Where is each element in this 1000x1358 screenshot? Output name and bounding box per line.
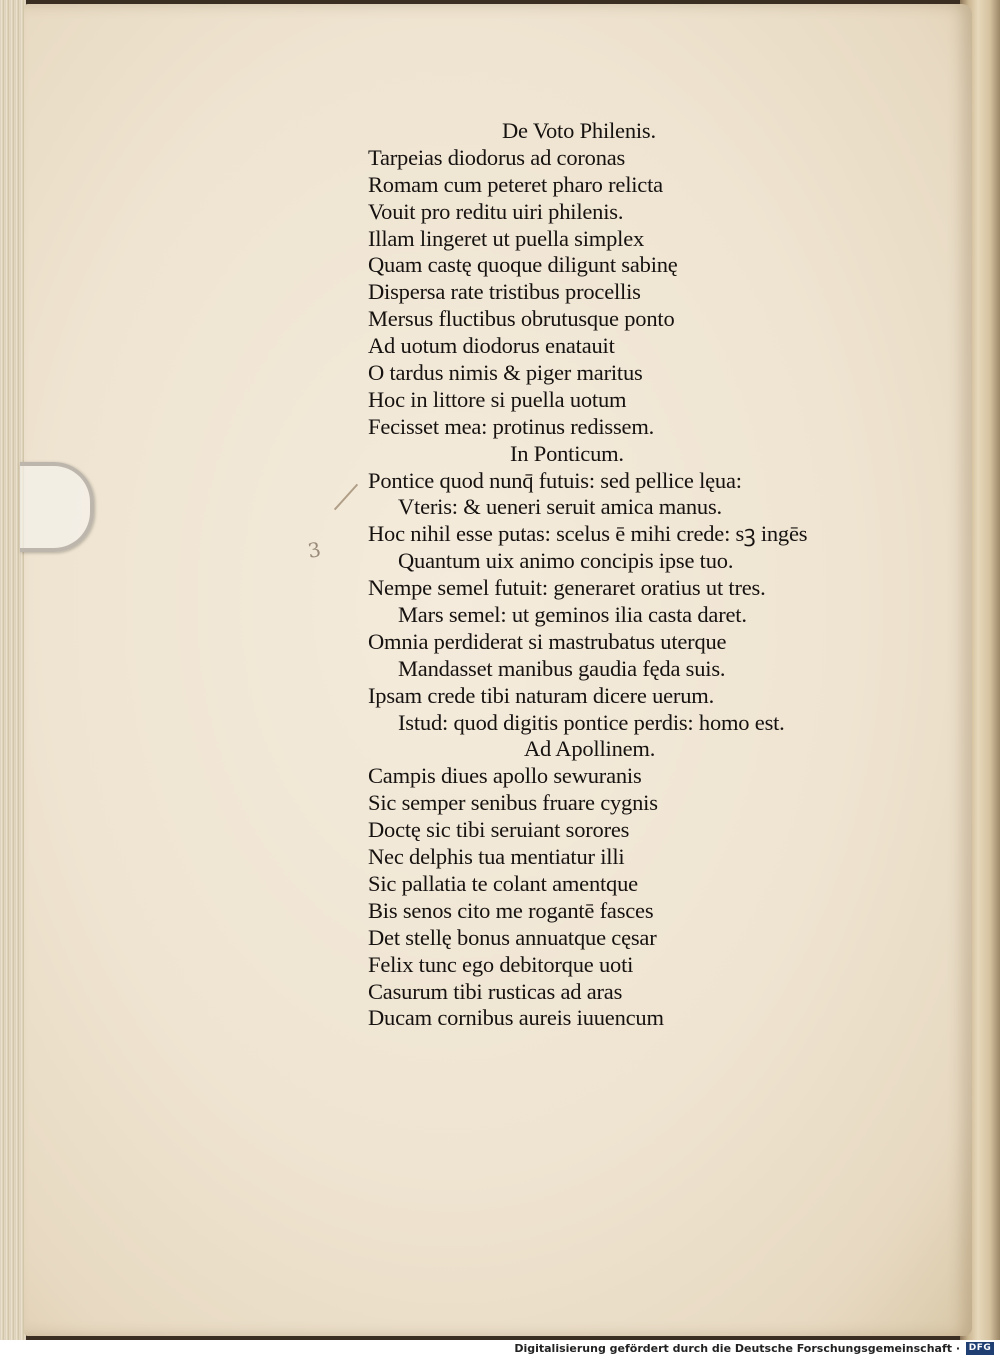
verse-line: Pontice quod nunq̄ futuis: sed pellice lęua:: [368, 467, 742, 493]
verse-line: Hoc in littore si puella uotum: [368, 386, 627, 412]
verse-line: Vteris: & ueneri seruit amica manus.: [398, 494, 722, 520]
verse-line: Hoc nihil esse putas: scelus ē mihi crede: sꝫ ingēs: [368, 521, 808, 547]
funding-credit: Digitalisierung gefördert durch die Deutsche Forschungsgemeinschaft ·: [514, 1342, 960, 1355]
verse-line: Ad uotum diodorus enatauit: [368, 333, 615, 359]
verse-line: Doctę sic tibi seruiant sorores: [368, 817, 630, 843]
verse-line: Casurum tibi rusticas ad aras: [368, 978, 623, 1004]
verse-line: Ipsam crede tibi naturam dicere uerum.: [368, 682, 714, 708]
poem-1-lines: [368, 145, 848, 441]
left-page-edges: [0, 0, 26, 1340]
verse-line: Mersus fluctibus obrutusque ponto: [368, 306, 675, 332]
verse-line: Istud: quod digitis pontice perdis: homo est.: [398, 709, 785, 735]
verse-line: Quam castę quoque diligunt sabinę: [368, 252, 678, 278]
verse-line: Nec delphis tua mentiatur illi: [368, 844, 625, 870]
verse-line: Dispersa rate tristibus procellis: [368, 279, 641, 305]
poem-title: De Voto Philenis.: [502, 118, 656, 143]
verse-line: Tarpeias diodorus ad coronas: [368, 144, 626, 170]
verse-line: Ducam cornibus aureis iuuencum: [368, 1005, 664, 1031]
verse-line: Omnia perdiderat si mastrubatus uterque: [368, 628, 727, 654]
verse-line: Sic semper senibus fruare cygnis: [368, 790, 658, 816]
dfg-logo-icon: DFG: [966, 1342, 994, 1355]
poem-title: Ad Apollinem.: [524, 736, 656, 762]
poem-2-lines: [368, 468, 848, 737]
verse-line: Mandasset manibus gaudia fęda suis.: [398, 655, 726, 681]
verse-line: Mars semel: ut geminos ilia casta daret.: [398, 602, 747, 628]
poem-3-lines: [368, 763, 848, 1032]
paper-clip-icon: [20, 462, 94, 552]
verse-line: Quantum uix animo concipis ipse tuo.: [398, 548, 734, 574]
verse-line: O tardus nimis & piger maritus: [368, 360, 643, 386]
verse-line: Det stellę bonus annuatque cęsar: [368, 924, 657, 950]
verse-line: Vouit pro reditu uiri philenis.: [368, 198, 624, 224]
verse-line: Nempe semel futuit: generaret oratius ut tres.: [368, 575, 766, 601]
pencil-stroke: [334, 484, 358, 511]
printed-text-block: [368, 118, 848, 1032]
verse-line: Romam cum peteret pharo relicta: [368, 171, 663, 197]
verse-line: Illam lingeret ut puella simplex: [368, 225, 645, 251]
verse-line: Sic pallatia te colant amentque: [368, 870, 638, 896]
verse-line: Felix tunc ego debitorque uoti: [368, 951, 634, 977]
poem-title: In Ponticum.: [510, 440, 624, 466]
pencil-annotation: 3: [306, 537, 323, 563]
footer-bar: [0, 1340, 1000, 1358]
verse-line: Bis senos cito me rogantē fasces: [368, 897, 654, 923]
verse-line: Fecisset mea: protinus redissem.: [368, 413, 655, 439]
verse-line: Campis diues apollo sewuranis: [368, 763, 642, 789]
